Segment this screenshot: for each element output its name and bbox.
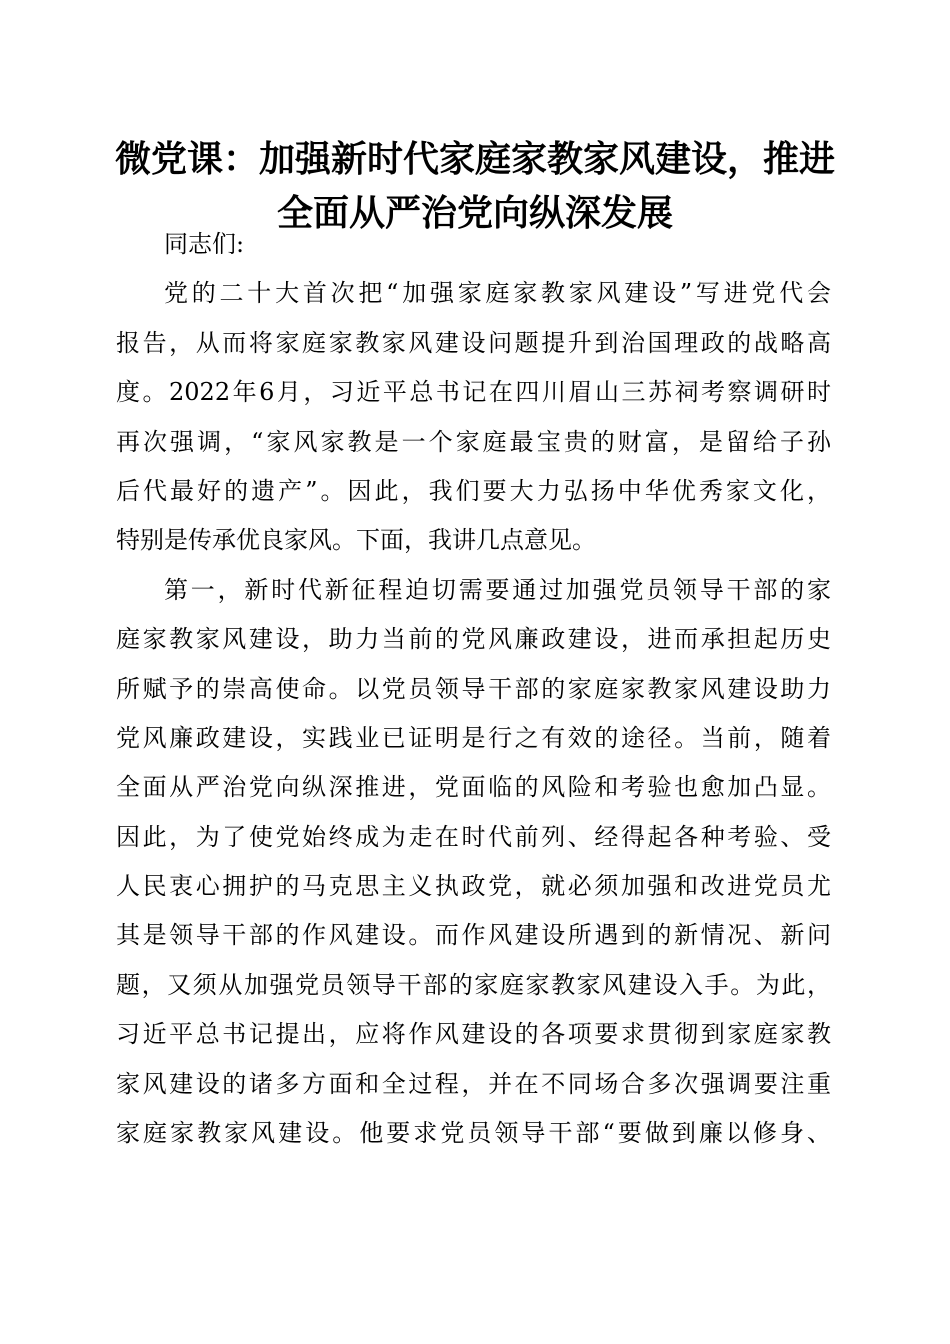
text-line: 庭家教家风建设，助力当前的党风廉政建设，进而承担起历史 (116, 625, 831, 654)
text-line: 题，又须从加强党员领导干部的家庭家教家风建设入手。为此， (116, 970, 831, 999)
text-line: 因此，为了使党始终成为走在时代前列、经得起各种考验、受 (116, 822, 831, 851)
text-line: 其是领导干部的作风建设。而作风建设所遇到的新情况、新问 (116, 921, 831, 950)
salutation-paragraph (116, 220, 831, 269)
text-line: 再次强调，“家风家教是一个家庭最宝贵的财富，是留给子孙 (116, 427, 831, 456)
text-line: 所赋予的崇高使命。以党员领导干部的家庭家教家风建设助力 (116, 674, 831, 703)
text-line: 后代最好的遗产”。因此，我们要大力弘扬中华优秀家文化， (116, 476, 831, 505)
text-line: 同志们: (164, 230, 245, 258)
text-line: 人民衷心拥护的马克思主义执政党，就必须加强和改进党员尤 (116, 872, 831, 901)
text-line: 第一，新时代新征程迫切需要通过加强党员领导干部的家 (164, 575, 831, 604)
point-one-paragraph (116, 566, 831, 1159)
text-line: 度。2022年6月，习近平总书记在四川眉山三苏祠考察调研时 (116, 378, 831, 407)
text-line: 家庭家教家风建设。他要求党员领导干部“要做到廉以修身、 (116, 1119, 831, 1148)
title-line: 全面从严治党向纵深发展 (276, 192, 673, 234)
text-line: 习近平总书记提出，应将作风建设的各项要求贯彻到家庭家教 (116, 1020, 831, 1049)
text-line: 家风建设的诸多方面和全过程，并在不同场合多次强调要注重 (116, 1069, 831, 1098)
text-line: 党的二十大首次把“加强家庭家教家风建设”写进党代会 (164, 279, 831, 308)
text-line: 全面从严治党向纵深推进，党面临的风险和考验也愈加凸显。 (116, 773, 831, 802)
title-line: 微党课：加强新时代家庭家教家风建设，推进 (114, 138, 835, 180)
document-body (116, 220, 831, 1158)
text-line: 党风廉政建设，实践业已证明是行之有效的途径。当前，随着 (116, 723, 831, 752)
text-line: 报告，从而将家庭家教家风建设问题提升到治国理政的战略高 (116, 328, 831, 357)
intro-paragraph (116, 269, 831, 565)
text-line: 特别是传承优良家风。下面，我讲几点意见。 (116, 526, 596, 555)
